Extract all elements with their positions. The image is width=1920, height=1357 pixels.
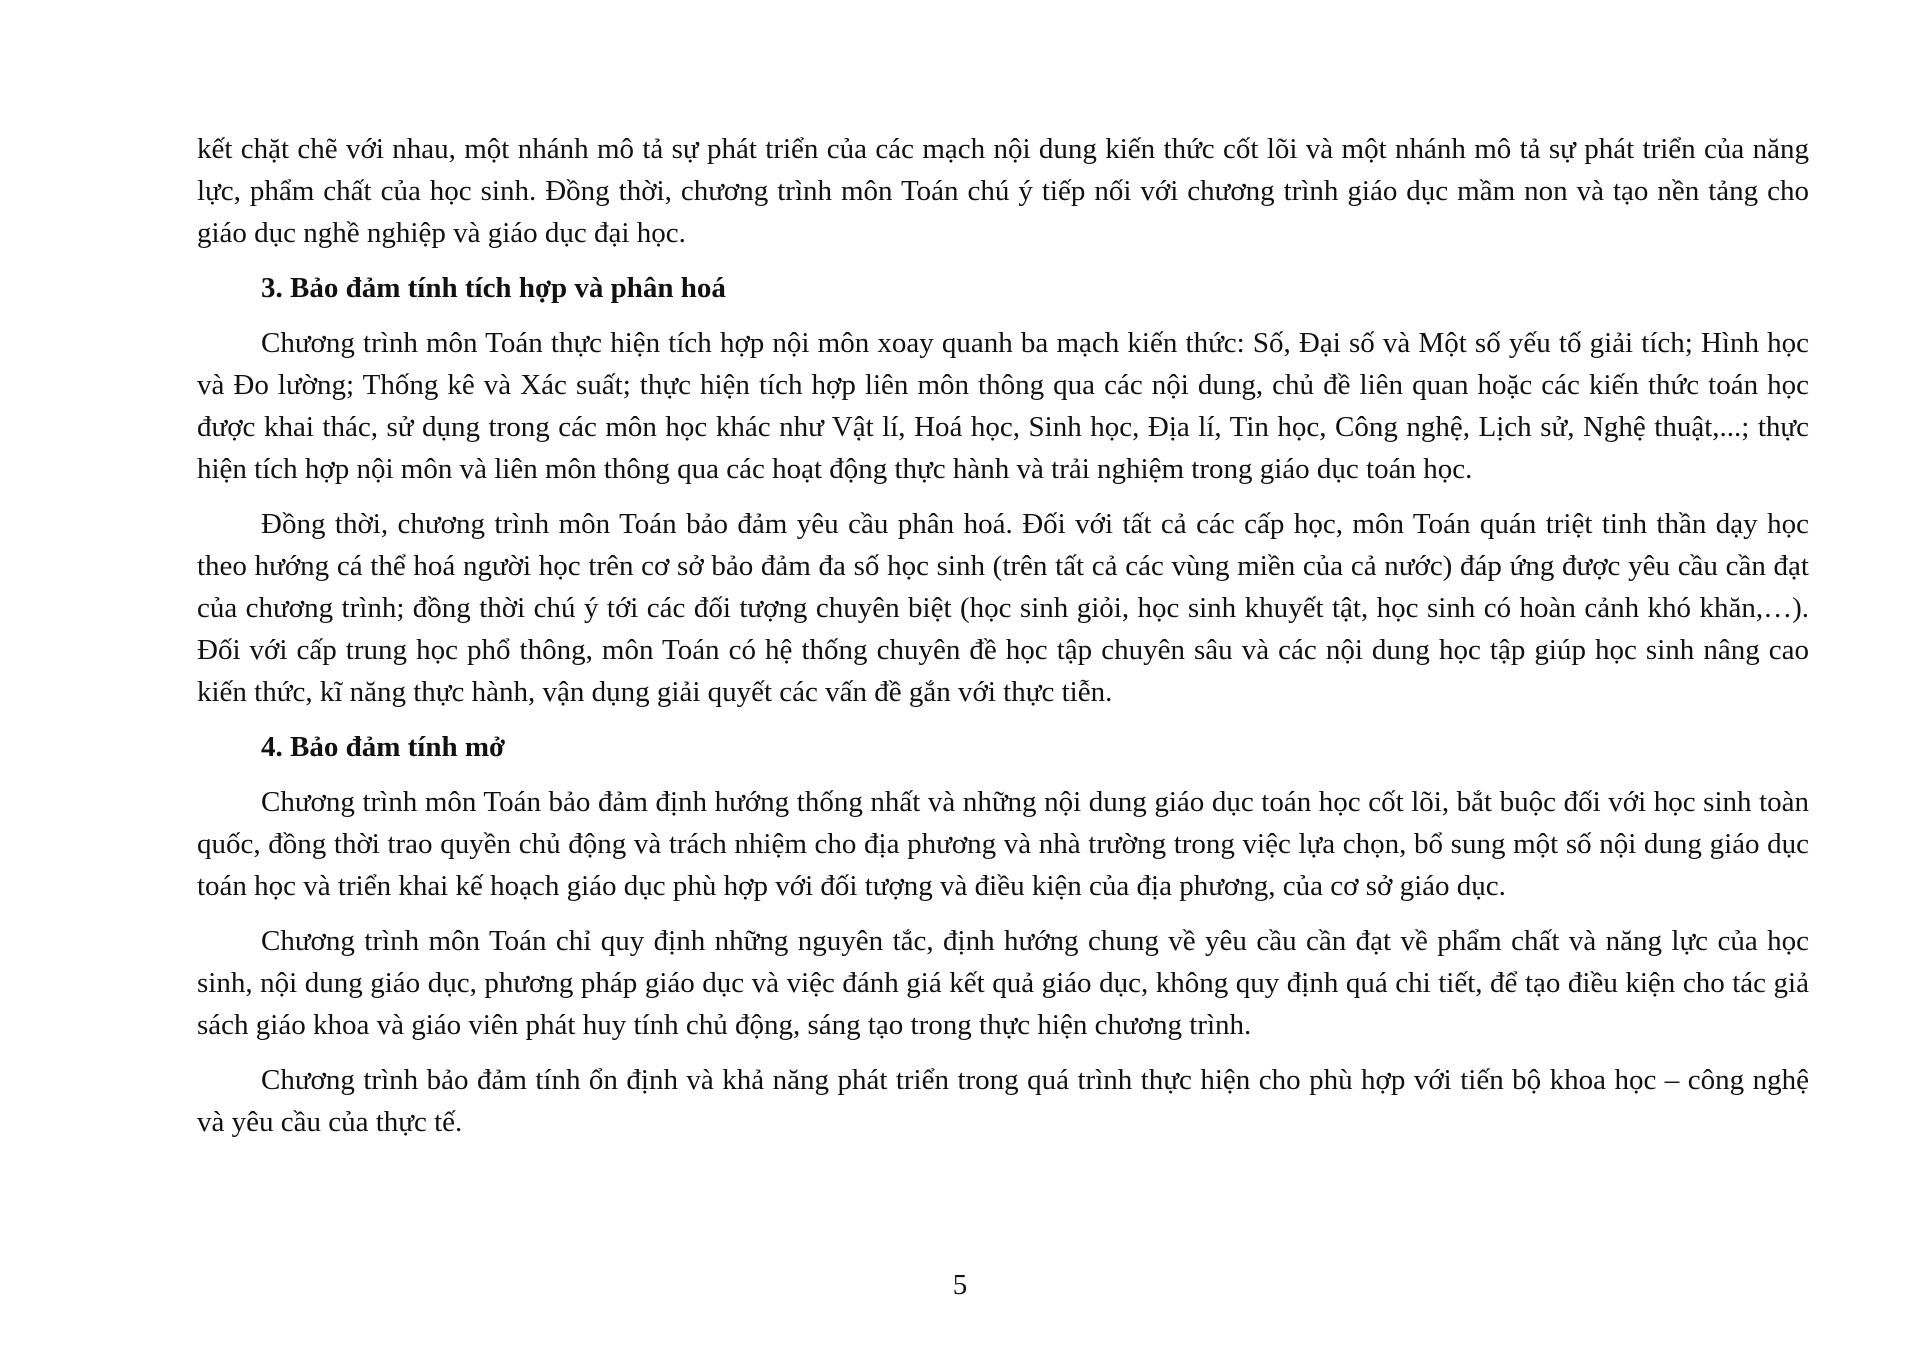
- page-number: 5: [952, 1269, 968, 1301]
- section-4-paragraph-1: Chương trình môn Toán bảo đảm định hướng thống nhất và những nội dung giáo dục toán học cốt lõi, bắt buộc đối với học sinh toàn quốc, đồng thời trao quyền chủ động và trách nhiệm cho địa phương và nhà trường trong việc lựa chọn, bổ sung một số nội dung giáo dục toán học và triển khai kế hoạch giáo dục phù hợp với đối tượng và điều kiện của địa phương, của cơ sở giáo dục.: [197, 786, 1809, 902]
- section-4-paragraph-2: Chương trình môn Toán chỉ quy định những nguyên tắc, định hướng chung về yêu cầu cần đạt về phẩm chất và năng lực của học sinh, nội dung giáo dục, phương pháp giáo dục và việc đánh giá kết quả giáo dục, không quy định quá chi tiết, để tạo điều kiện cho tác giả sách giáo khoa và giáo viên phát huy tính chủ động, sáng tạo trong thực hiện chương trình.: [197, 925, 1809, 1041]
- section-4-paragraph-3: Chương trình bảo đảm tính ổn định và khả năng phát triển trong quá trình thực hiện cho phù hợp với tiến bộ khoa học – công nghệ và yêu cầu của thực tế.: [197, 1064, 1809, 1138]
- section-3-paragraph-2: Đồng thời, chương trình môn Toán bảo đảm yêu cầu phân hoá. Đối với tất cả các cấp học, môn Toán quán triệt tinh thần dạy học theo hướng cá thể hoá người học trên cơ sở bảo đảm đa số học sinh (trên tất cả các vùng miền của cả nước) đáp ứng được yêu cầu cần đạt của chương trình; đồng thời chú ý tới các đối tượng chuyên biệt (học sinh giỏi, học sinh khuyết tật, học sinh có hoàn cảnh khó khăn,…). Đối với cấp trung học phổ thông, môn Toán có hệ thống chuyên đề học tập chuyên sâu và các nội dung học tập giúp học sinh nâng cao kiến thức, kĩ năng thực hành, vận dụng giải quyết các vấn đề gắn với thực tiễn.: [197, 508, 1809, 708]
- intro-paragraph: kết chặt chẽ với nhau, một nhánh mô tả sự phát triển của các mạch nội dung kiến thức cốt lõi và một nhánh mô tả sự phát triển của năng lực, phẩm chất của học sinh. Đồng thời, chương trình môn Toán chú ý tiếp nối với chương trình giáo dục mầm non và tạo nền tảng cho giáo dục nghề nghiệp và giáo dục đại học.: [197, 133, 1809, 249]
- section-3-paragraph-1: Chương trình môn Toán thực hiện tích hợp nội môn xoay quanh ba mạch kiến thức: Số, Đại số và Một số yếu tố giải tích; Hình học và Đo lường; Thống kê và Xác suất; thực hiện tích hợp liên môn thông qua các nội dung, chủ đề liên quan hoặc các kiến thức toán học được khai thác, sử dụng trong các môn học khác như Vật lí, Hoá học, Sinh học, Địa lí, Tin học, Công nghệ, Lịch sử, Nghệ thuật,...; thực hiện tích hợp nội môn và liên môn thông qua các hoạt động thực hành và trải nghiệm trong giáo dục toán học.: [197, 327, 1809, 485]
- document-page: [197, 128, 1809, 1156]
- section-3-heading: 3. Bảo đảm tính tích hợp và phân hoá: [261, 272, 726, 304]
- section-4-heading: 4. Bảo đảm tính mở: [261, 731, 506, 763]
